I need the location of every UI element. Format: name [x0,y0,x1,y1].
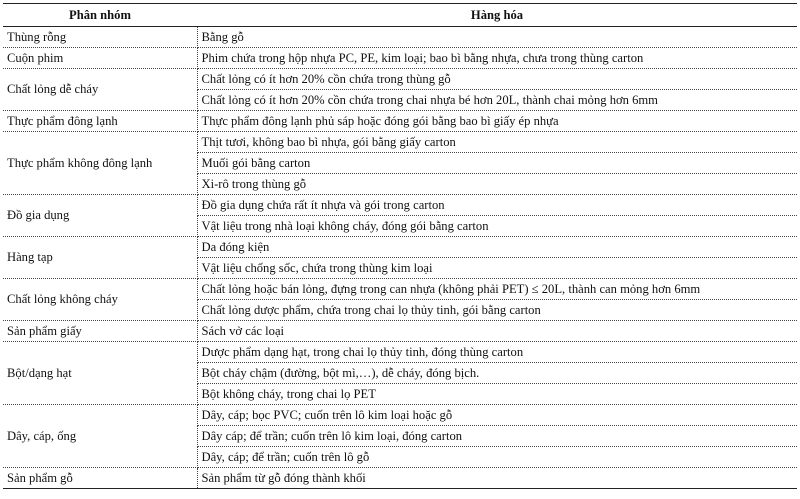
goods-cell: Vật liệu trong nhà loại không cháy, đóng gói bằng carton [197,216,797,237]
goods-classification-table [3,3,797,489]
category-cell: Đồ gia dụng [3,195,197,237]
goods-classification-table-wrapper [3,3,797,489]
table-row [3,468,797,489]
goods-cell: Xi-rô trong thùng gỗ [197,174,797,195]
goods-cell: Chất lỏng có ít hơn 20% cồn chứa trong thùng gỗ [197,69,797,90]
goods-cell: Vật liệu chống sốc, chứa trong thùng kim loại [197,258,797,279]
category-cell: Thực phẩm đông lạnh [3,111,197,132]
goods-cell: Dây, cáp; để trần; cuốn trên lô gỗ [197,447,797,468]
header-row [3,4,797,27]
category-cell: Chất lỏng dễ cháy [3,69,197,111]
goods-cell: Da đóng kiện [197,237,797,258]
goods-cell: Chất lỏng hoặc bán lỏng, đựng trong can nhựa (không phải PET) ≤ 20L, thành can mỏng hơn 6mm [197,279,797,300]
header-group: Phân nhóm [3,4,197,27]
goods-cell: Sách vở các loại [197,321,797,342]
goods-cell: Sản phẩm từ gỗ đóng thành khối [197,468,797,489]
table-body [3,27,797,489]
category-cell: Bột/dạng hạt [3,342,197,405]
table-row [3,69,797,90]
table-row [3,48,797,69]
table-row [3,132,797,153]
category-cell: Sản phẩm giấy [3,321,197,342]
category-cell: Thùng rỗng [3,27,197,48]
category-cell: Dây, cáp, ống [3,405,197,468]
table-row [3,321,797,342]
goods-cell: Thực phẩm đông lạnh phủ sáp hoặc đóng gói bằng bao bì giấy ép nhựa [197,111,797,132]
goods-cell: Thịt tươi, không bao bì nhựa, gói bằng giấy carton [197,132,797,153]
table-row [3,405,797,426]
table-row [3,195,797,216]
goods-cell: Đồ gia dụng chứa rất ít nhựa và gói trong carton [197,195,797,216]
goods-cell: Bột cháy chậm (đường, bột mì,…), dễ cháy, đóng bịch. [197,363,797,384]
goods-cell: Bằng gỗ [197,27,797,48]
goods-cell: Chất lỏng có ít hơn 20% cồn chứa trong chai nhựa bé hơn 20L, thành chai mỏng hơn 6mm [197,90,797,111]
category-cell: Thực phẩm không đông lạnh [3,132,197,195]
table-row [3,342,797,363]
table-row [3,27,797,48]
goods-cell: Chất lỏng dược phẩm, chứa trong chai lọ thủy tinh, gói bằng carton [197,300,797,321]
goods-cell: Dây, cáp; bọc PVC; cuốn trên lô kim loại hoặc gỗ [197,405,797,426]
table-row [3,279,797,300]
category-cell: Sản phẩm gỗ [3,468,197,489]
goods-cell: Muối gói bằng carton [197,153,797,174]
goods-cell: Phim chứa trong hộp nhựa PC, PE, kim loại; bao bì bằng nhựa, chưa trong thùng carton [197,48,797,69]
goods-cell: Dây cáp; để trần; cuốn trên lô kim loại, đóng carton [197,426,797,447]
category-cell: Chất lỏng không cháy [3,279,197,321]
category-cell: Cuộn phim [3,48,197,69]
header-goods: Hàng hóa [197,4,797,27]
category-cell: Hàng tạp [3,237,197,279]
table-row [3,111,797,132]
goods-cell: Dược phẩm dạng hạt, trong chai lọ thủy tinh, đóng thùng carton [197,342,797,363]
table-row [3,237,797,258]
goods-cell: Bột không cháy, trong chai lọ PET [197,384,797,405]
